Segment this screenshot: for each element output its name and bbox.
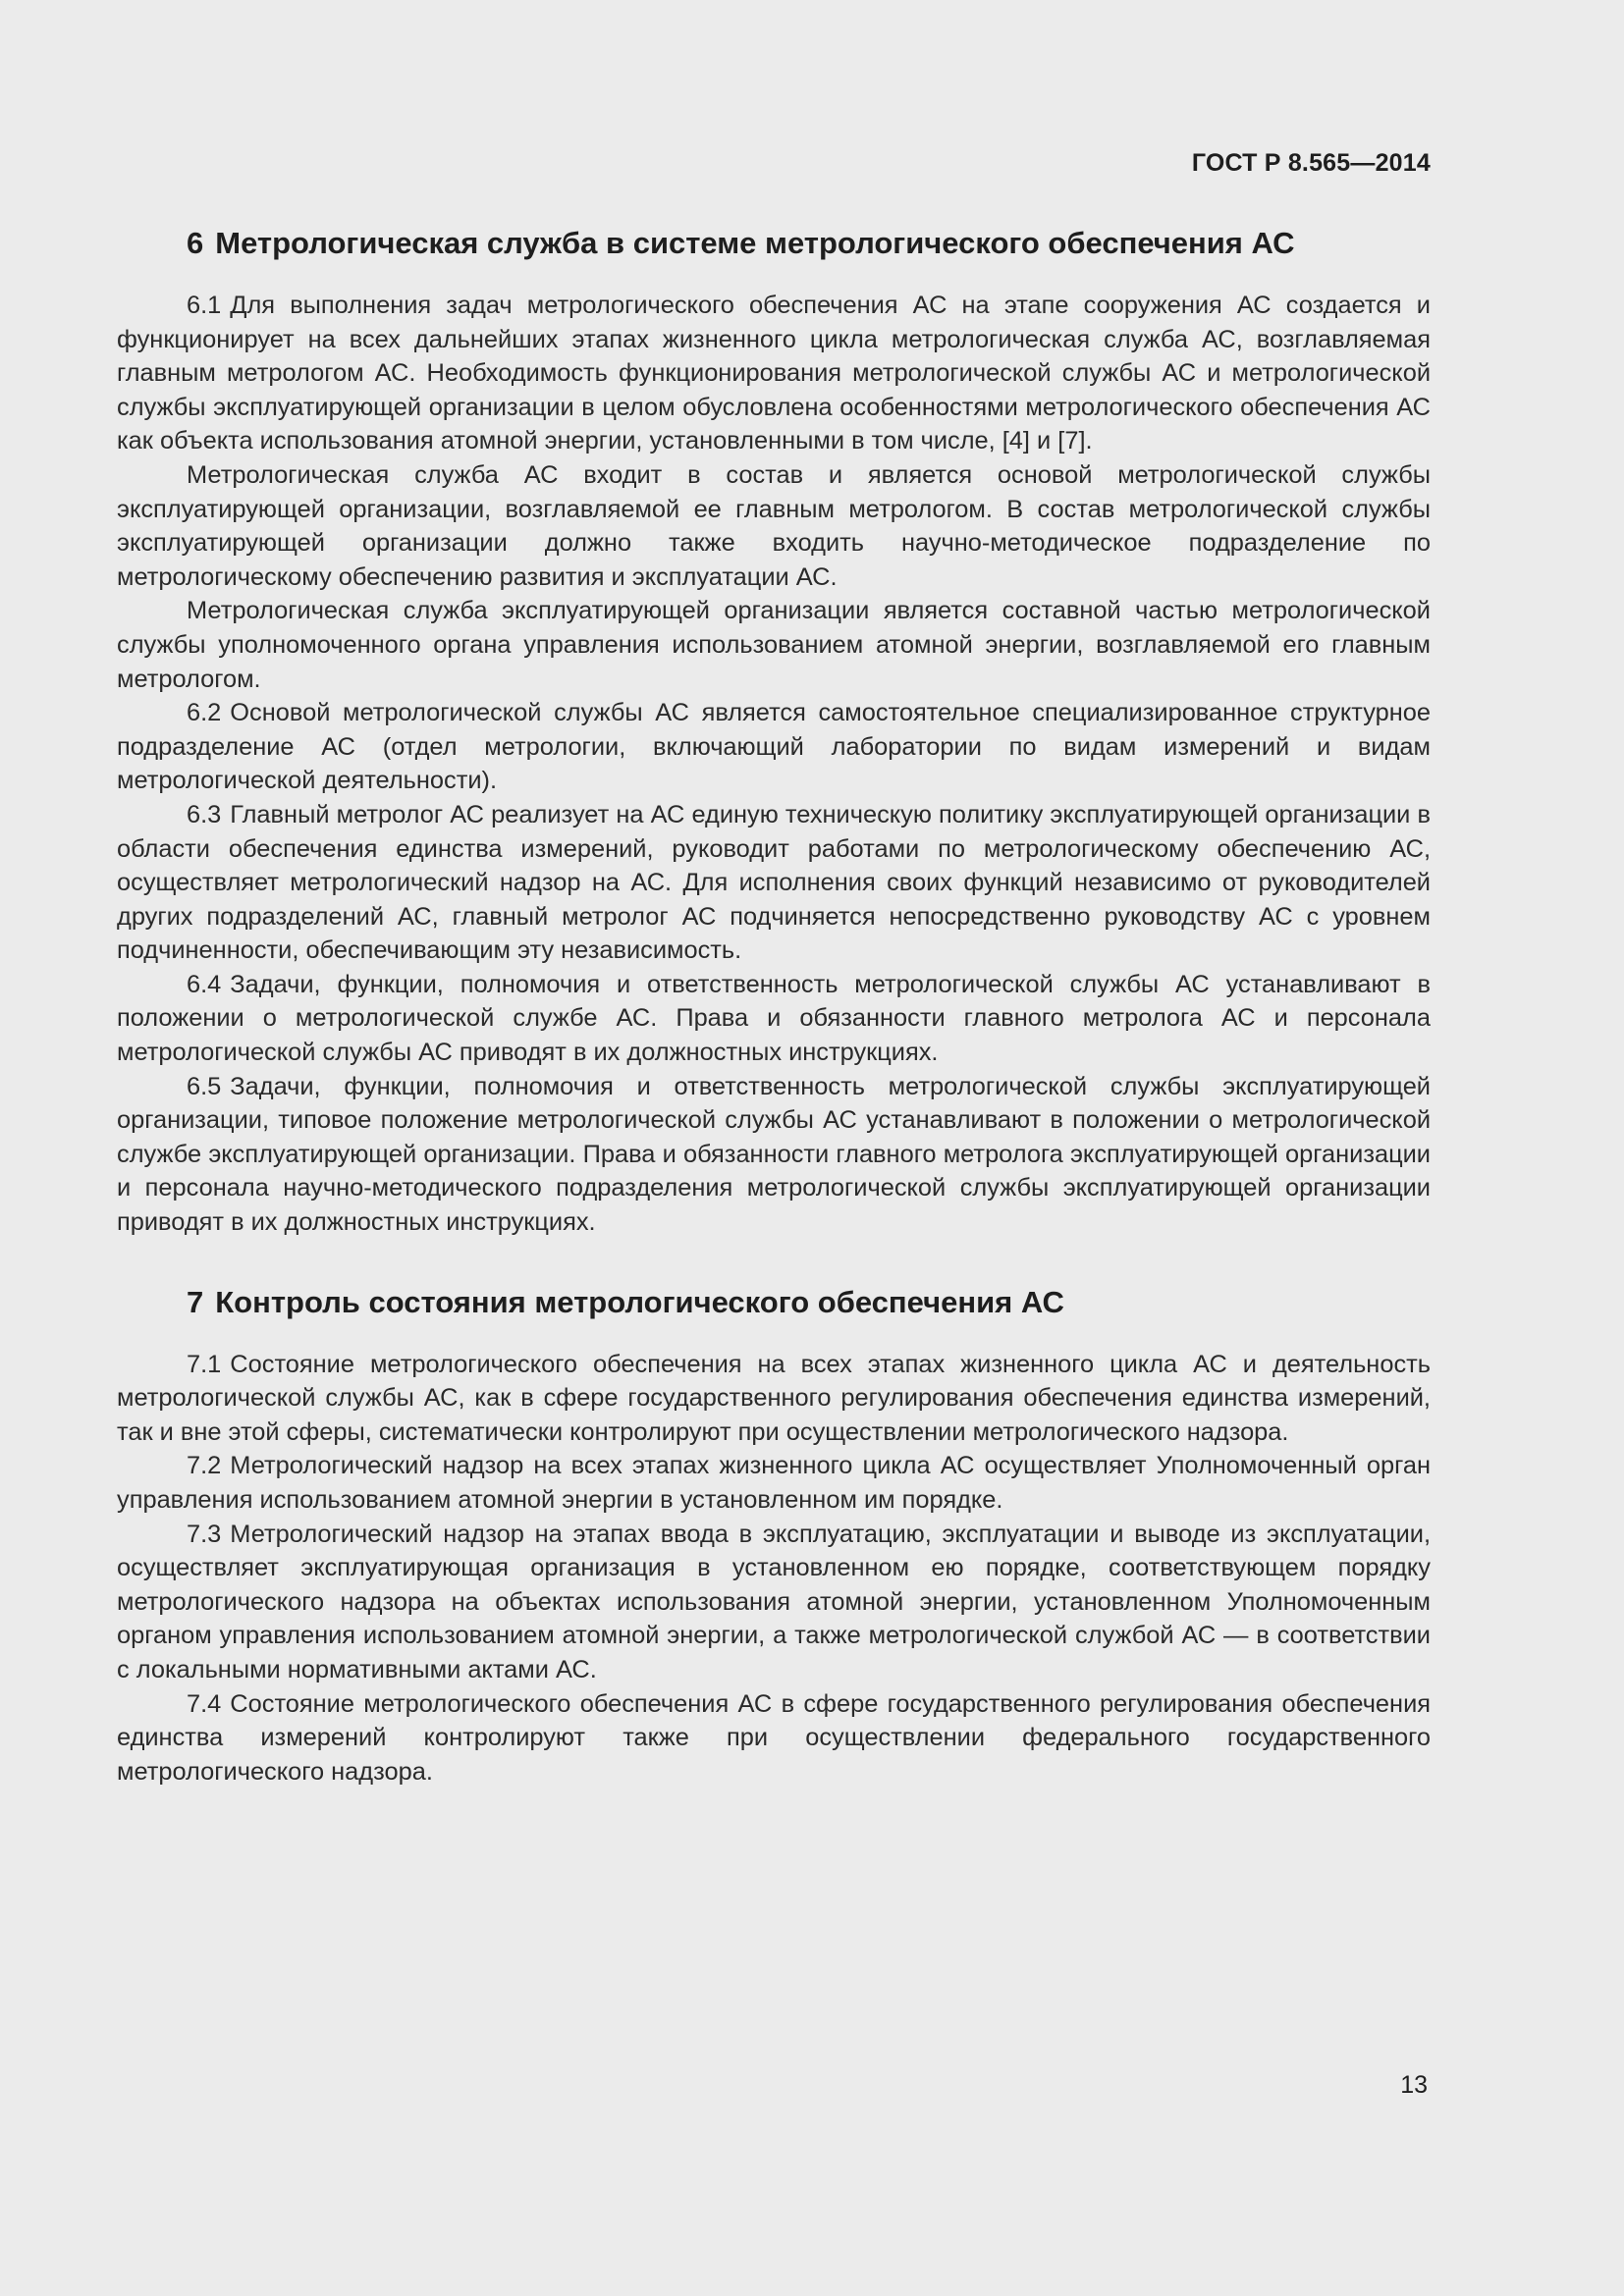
section-6-heading bbox=[187, 220, 1431, 267]
paragraph-7-1 bbox=[117, 1348, 1431, 1450]
paragraph-text: Задачи, функции, полномочия и ответственность метрологической службы эксплуатирующей организации, типовое положение метрологической службы АС устанавливают в положении о метрологической службе эксплуатирующей организации. Права и обязанности главного метролога эксплуатирующей организации и персонала научно-методического подразделения метрологической службы эксплуатирующей организации приводят в их должностных инструкциях. bbox=[117, 1072, 1431, 1237]
paragraph-number: 6.3 bbox=[187, 800, 222, 828]
paragraph-number: 7.3 bbox=[187, 1520, 222, 1548]
paragraph-number: 6.2 bbox=[187, 699, 222, 727]
paragraph-7-3 bbox=[117, 1518, 1431, 1687]
paragraph-number: 6.1 bbox=[187, 292, 222, 319]
paragraph-text: Метрологическая служба АС входит в состав и является основой метрологической службы эксплуатирующей организации, возглавляемой ее главным метрологом. В состав метрологической службы эксплуатирующей организации должно также входить научно-методическое подразделение по метрологическому обеспечению развития и эксплуатации АС. bbox=[117, 460, 1431, 591]
paragraph-number: 6.5 bbox=[187, 1072, 222, 1100]
paragraph-6-5 bbox=[117, 1070, 1431, 1240]
section-6-number: 6 bbox=[187, 226, 204, 260]
paragraph-6-1-b bbox=[117, 458, 1431, 594]
paragraph-number: 7.1 bbox=[187, 1350, 222, 1378]
paragraph-6-1-c bbox=[117, 594, 1431, 696]
section-6-title: Метрологическая служба в системе метрологического обеспечения АС bbox=[215, 226, 1295, 260]
section-7-title: Контроль состояния метрологического обеспечения АС bbox=[215, 1284, 1064, 1319]
paragraph-text: Для выполнения задач метрологического обеспечения АС на этапе сооружения АС создается и функционирует на всех дальнейших этапах жизненного цикла метрологическая служба АС, возглавляемая главным метрологом АС. Необходимость функционирования метрологической службы АС и метрологической службы эксплуатирующей организации в целом обусловлена особенностями метрологического обеспечения АС как объекта использования атомной энергии, установленными в том числе, [4] и [7]. bbox=[117, 292, 1431, 455]
paragraph-text: Главный метролог АС реализует на АС единую техническую политику эксплуатирующей организации в области обеспечения единства измерений, руководит работами по метрологическому обеспечению АС, осуществляет метрологический надзор на АС. Для исполнения своих функций независимо от руководителей других подразделений АС, главный метролог АС подчиняется непосредственно руководству АС с уровнем подчиненности, обеспечивающим эту независимость. bbox=[117, 800, 1431, 965]
paragraph-text: Состояние метрологического обеспечения АС в сфере государственного регулирования обеспечения единства измерений контролируют также при осуществлении федерального государственного метрологического надзора. bbox=[117, 1689, 1431, 1786]
section-7-number: 7 bbox=[187, 1284, 204, 1319]
paragraph-text: Метрологический надзор на всех этапах жизненного цикла АС осуществляет Уполномоченный орган управления использованием атомной энергии в установленном им порядке. bbox=[117, 1452, 1431, 1514]
page-number: 13 bbox=[1400, 2071, 1428, 2099]
paragraph-6-4 bbox=[117, 968, 1431, 1070]
paragraph-6-2 bbox=[117, 696, 1431, 798]
paragraph-number: 7.4 bbox=[187, 1689, 222, 1718]
paragraph-7-2 bbox=[117, 1449, 1431, 1517]
paragraph-text: Состояние метрологического обеспечения на всех этапах жизненного цикла АС и деятельность метрологической службы АС, как в сфере государственного регулирования обеспечения единства измерений, так и вне этой сферы, систематически контролируют при осуществлении метрологического надзора. bbox=[117, 1350, 1431, 1446]
paragraph-text: Задачи, функции, полномочия и ответственность метрологической службы АС устанавливают в положении о метрологической службе АС. Права и обязанности главного метролога АС и персонала метрологической службы АС приводят в их должностных инструкциях. bbox=[117, 970, 1431, 1067]
paragraph-number: 7.2 bbox=[187, 1452, 222, 1480]
paragraph-text: Метрологический надзор на этапах ввода в эксплуатацию, эксплуатации и выводе из эксплуатации, осуществляет эксплуатирующая организация в установленном ею порядке, соответствующем порядку метрологического надзора на объектах использования атомной энергии, установленном Уполномоченным органом управления использованием атомной энергии, а также метрологической службой АС — в соответствии с локальными нормативными актами АС. bbox=[117, 1520, 1431, 1683]
paragraph-6-3 bbox=[117, 798, 1431, 968]
paragraph-7-4 bbox=[117, 1687, 1431, 1789]
paragraph-text: Основой метрологической службы АС является самостоятельное специализированное структурное подразделение АС (отдел метрологии, включающий лаборатории по видам измерений и видам метрологической деятельности). bbox=[117, 699, 1431, 795]
paragraph-text: Метрологическая служба эксплуатирующей организации является составной частью метрологической службы уполномоченного органа управления использованием атомной энергии, возглавляемой его главным метрологом. bbox=[117, 597, 1431, 693]
paragraph-number: 6.4 bbox=[187, 970, 222, 998]
document-code: ГОСТ Р 8.565—2014 bbox=[1191, 149, 1431, 177]
paragraph-6-1 bbox=[117, 289, 1431, 458]
page-content bbox=[117, 220, 1431, 1789]
section-7-heading bbox=[187, 1279, 1431, 1326]
